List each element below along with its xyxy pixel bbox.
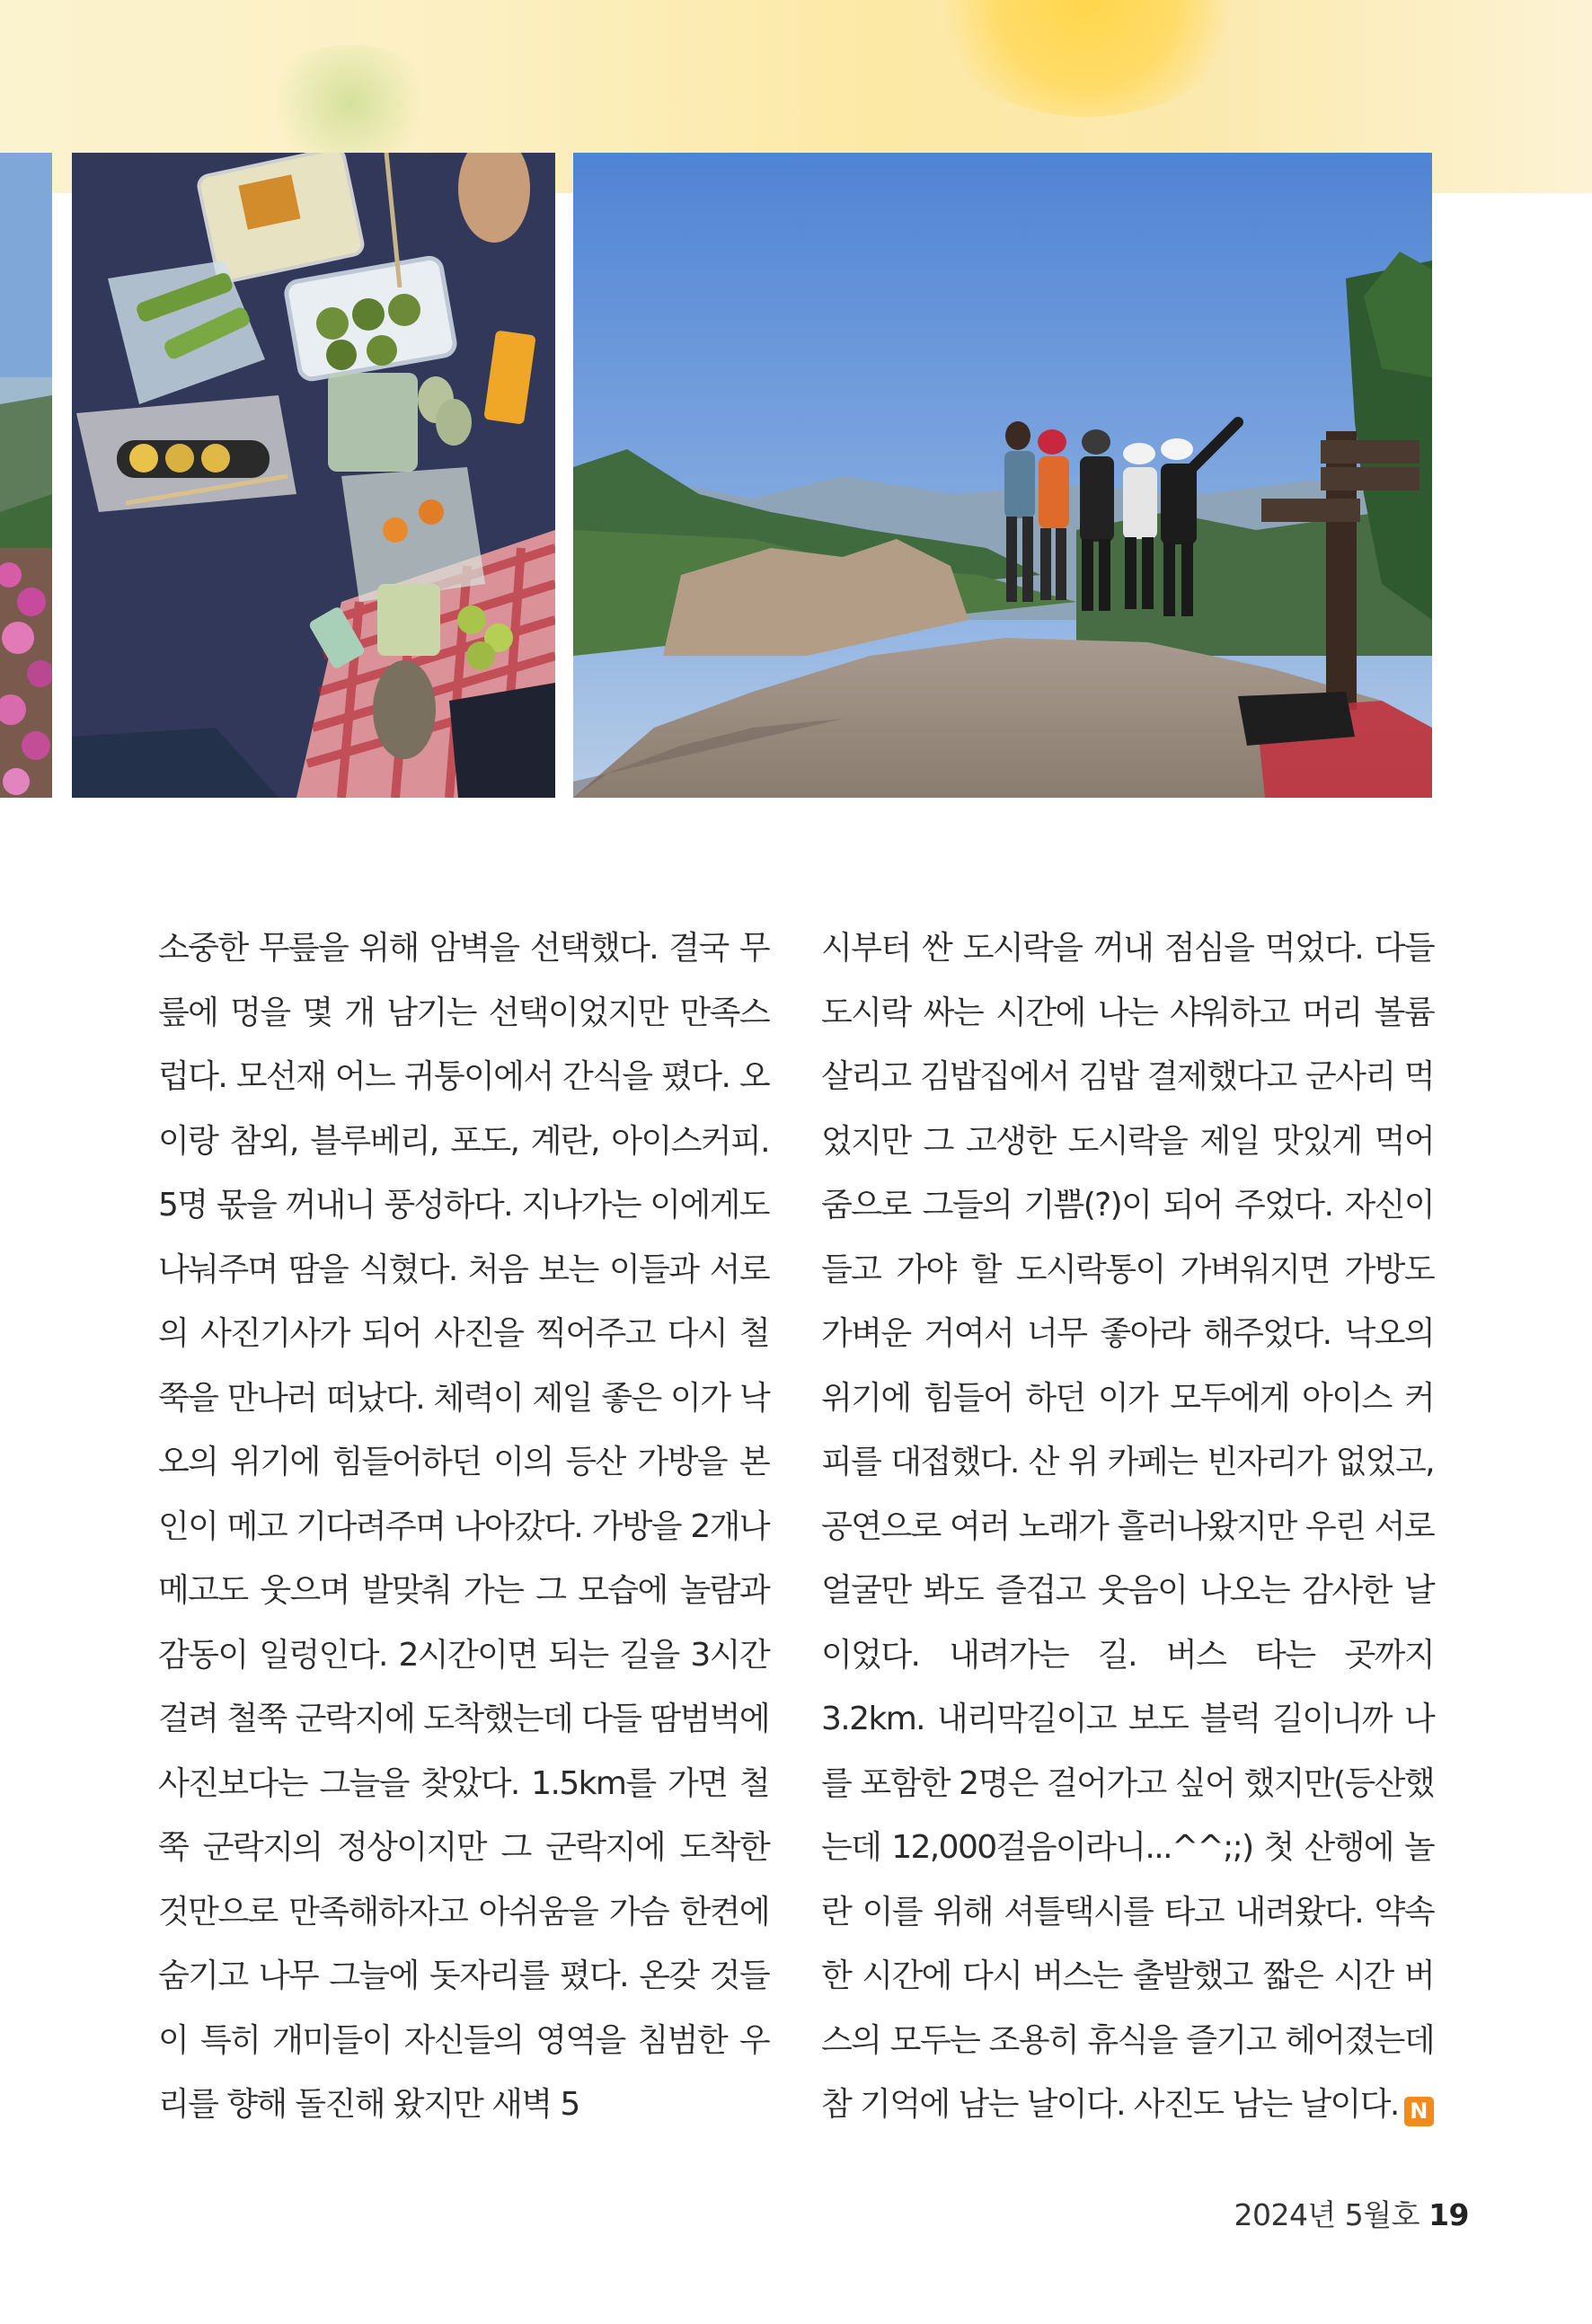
article-paragraph-right — [821, 916, 1434, 2137]
summit-group-photo — [573, 153, 1432, 798]
article-text-right: 시부터 싼 도시락을 꺼내 점심을 먹었다. 다들 도시락 싸는 시간에 나는 샤워하고 머리 볼륨 살리고 김밥집에서 김밥 결제했다고 군사리 먹었지만 그 고생한 도시락을 제일 맛있게 먹어줌으로 그들의 기쁨(?)이 되어 주었다. 자신이 들고 가야 할 도시락통이 가벼워지면 가방도 가벼운 거여서 너무 좋아라 해주었다. 낙오의 위기에 힘들어 하던 이가 모두에게 아이스 커피를 대접했다. 산 위 카페는 빈자리가 없었고, 공연으로 여러 노래가 흘러나왔지만 우린 서로 얼굴만 봐도 즐겁고 웃음이 나오는 감사한 날이었다. 내려가는 길. 버스 타는 곳까지 3.2km. 내리막길이고 보도 블럭 길이니까 나를 포함한 2명은 걸어가고 싶어 했지만(등산했는데 12,000걸음이라니...^^;;) 첫 산행에 놀란 이를 위해 셔틀택시를 타고 내려왔다. 약속한 시간에 다시 버스는 출발했고 짧은 시간 버스의 모두는 조용히 휴식을 즐기고 헤어졌는데 참 기억에 남는 날이다. 사진도 남는 날이다. — [821, 930, 1434, 2123]
sun-glow-decoration — [925, 0, 1249, 117]
page-number: 19 — [1428, 2197, 1469, 2232]
end-mark-icon: N — [1404, 2097, 1434, 2126]
article-column-right — [821, 916, 1434, 2137]
azalea-photo-edge — [0, 153, 52, 798]
article-paragraph-left: 소중한 무릎을 위해 암벽을 선택했다. 결국 무릎에 멍을 몇 개 남기는 선택이었지만 만족스럽다. 모선재 어느 귀퉁이에서 간식을 폈다. 오이랑 참외, 블루베리, 포도, 계란, 아이스커피. 5명 몫을 꺼내니 풍성하다. 지나가는 이에게도 나눠주며 땀을 식혔다. 처음 보는 이들과 서로의 사진기사가 되어 사진을 찍어주고 다시 철쭉을 만나러 떠났다. 체력이 제일 좋은 이가 낙오의 위기에 힘들어하던 이의 등산 가방을 본인이 메고 기다려주며 나아갔다. 가방을 2개나 메고도 웃으며 발맞춰 가는 그 모습에 놀람과 감동이 일렁인다. 2시간이면 되는 길을 3시간 걸려 철쭉 군락지에 도착했는데 다들 땀범벅에 사진보다는 그늘을 찾았다. 1.5km를 가면 철쭉 군락지의 정상이지만 그 군락지에 도착한 것만으로 만족해하자고 아쉬움을 가슴 한켠에 숨기고 나무 그늘에 돗자리를 폈다. 온갖 것들이 특히 개미들이 자신들의 영역을 침범한 우리를 향해 돌진해 왔지만 새벽 5 — [158, 930, 769, 2123]
picnic-food-photo — [72, 153, 555, 798]
issue-label: 2024년 5월호 — [1234, 2197, 1420, 2232]
green-glow-decoration — [261, 45, 440, 162]
article-column-left — [158, 916, 769, 2137]
page-footer — [1234, 2192, 1469, 2234]
